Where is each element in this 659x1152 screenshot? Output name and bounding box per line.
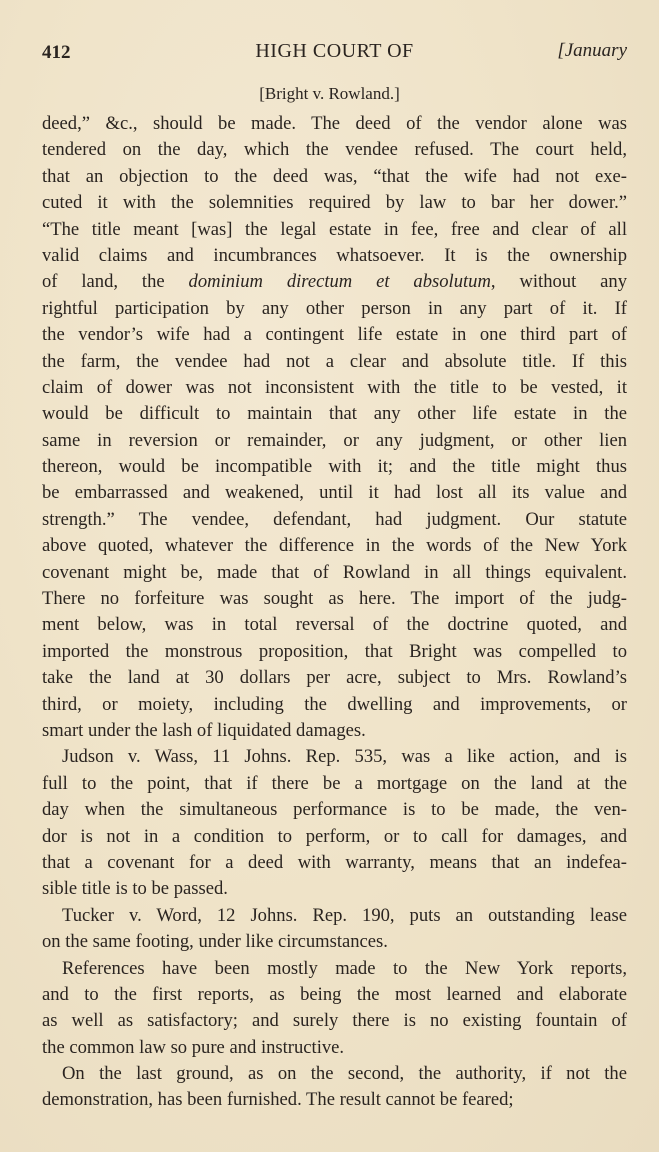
- text-line: cuted it with the solemnities required by law to bar her dower.”: [42, 192, 627, 214]
- text-line: that a covenant for a deed with warranty, means that an indefea-: [42, 851, 627, 873]
- text-line: ment below, was in total reversal of the doctrine quoted, and: [42, 614, 627, 636]
- text-line: Judson v. Wass, 11 Johns. Rep. 535, was a like action, and is: [62, 746, 627, 768]
- text-line: the common law so pure and instructive.: [42, 1036, 345, 1058]
- text-line: valid claims and incumbrances whatsoever. It is the ownership: [42, 244, 627, 266]
- text-line: of land, the dominium directum et absolutum, without any: [42, 271, 628, 293]
- text-line: be embarrassed and weakened, until it had lost all its value and: [42, 482, 627, 504]
- text-line: and to the first reports, as being the most learned and elaborate: [42, 983, 627, 1005]
- text-line: that an objection to the deed was, “that the wife had not exe-: [42, 165, 627, 187]
- text-line: On the last ground, as on the second, the authority, if not the: [62, 1063, 627, 1085]
- running-header: [42, 40, 627, 70]
- text-line: There no forfeiture was sought as here. The import of the judg-: [42, 588, 627, 610]
- text-line: sible title is to be passed.: [42, 878, 228, 900]
- text-line: “The title meant [was] the legal estate in fee, free and clear of all: [42, 218, 627, 240]
- text-line: deed,” &c., should be made. The deed of the vendor alone was: [42, 113, 627, 134]
- text-line: demonstration, has been furnished. The result cannot be feared;: [42, 1089, 514, 1111]
- text-line: covenant might be, made that of Rowland in all things equivalent.: [42, 561, 627, 583]
- text-line: would be difficult to maintain that any other life estate in the: [42, 403, 627, 425]
- text-line: strength.” The vendee, defendant, had judgment. Our statute: [42, 508, 627, 530]
- text-line: the vendor’s wife had a contingent life estate in one third part of: [42, 324, 627, 346]
- text-line: day when the simultaneous performance is to be made, the ven-: [42, 799, 627, 821]
- text-line: above quoted, whatever the difference in the words of the New York: [42, 535, 627, 557]
- text-line: take the land at 30 dollars per acre, subject to Mrs. Rowland’s: [42, 667, 627, 689]
- text-line: rightful participation by any other person in any part of it. If: [42, 297, 627, 319]
- text-line: imported the monstrous proposition, that Bright was compelled to: [42, 640, 627, 662]
- case-title: [Bright v. Rowland.]: [259, 84, 400, 103]
- text-line: tendered on the day, which the vendee refused. The court held,: [42, 139, 627, 161]
- text-line: on the same footing, under like circumstances.: [42, 931, 388, 953]
- text-line: same in reversion or remainder, or any judgment, or other lien: [42, 429, 627, 451]
- text-line: thereon, would be incompatible with it; and the title might thus: [42, 456, 627, 478]
- text-line: as well as satisfactory; and surely there is no existing fountain of: [42, 1010, 627, 1032]
- text-line: dor is not in a condition to perform, or to call for damages, and: [42, 825, 627, 847]
- text-line: smart under the lash of liquidated damages.: [42, 719, 366, 741]
- text-line: References have been mostly made to the New York reports,: [62, 957, 627, 979]
- text-line: third, or moiety, including the dwelling and improvements, or: [42, 693, 627, 715]
- text-line: full to the point, that if there be a mortgage on the land at the: [42, 772, 627, 794]
- text-line: claim of dower was not inconsistent with the title to be vested, it: [42, 376, 627, 398]
- running-title: HIGH COURT OF: [255, 40, 414, 62]
- text-line: the farm, the vendee had not a clear and absolute title. If this: [42, 350, 627, 372]
- running-month: [January: [557, 40, 627, 61]
- text-line: Tucker v. Word, 12 Johns. Rep. 190, puts an outstanding lease: [62, 904, 627, 926]
- page-number: 412: [42, 42, 71, 63]
- body-text: [42, 111, 627, 1114]
